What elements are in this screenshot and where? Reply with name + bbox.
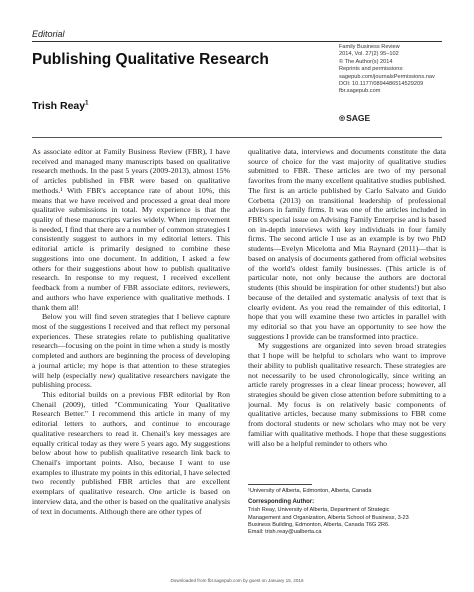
header-rule — [32, 41, 442, 42]
body-paragraph: This editorial builds on a previous FBR editorial by Ron Chenail (2009), titled "Communicating Your Qualitative Research Better." I recommend this article in many of my editorial letters to authors, and continue to encourage qualitative researchers to read it. Chenail's key messages are equally critical today as they were 5 years ago. My suggestions below about how to publish qualitative research link back to Chenail's important points. Also, because I want to use examples to illustrate my points in this editorial, I have selected two recently published FBR articles that are excellent exemplars of qualitative research. One article is based on interview data, and the other is based on the qualitative analysis of text in documents. Although there are other types of — [32, 389, 230, 516]
sage-logo-text: SAGE — [346, 113, 371, 123]
footnote-rule — [248, 484, 312, 485]
journal-name: Family Business Review — [339, 44, 400, 50]
author-affil-mark: 1 — [85, 100, 89, 107]
corresponding-email[interactable]: Email: trish.reay@ualberta.ca — [248, 529, 322, 536]
corresponding-line: Trish Reay, University of Alberta, Department of Strategic — [248, 507, 390, 514]
permissions-link[interactable]: sagepub.com/journalsPermissions.nav — [339, 73, 435, 80]
author-name-text: Trish Reay — [32, 100, 86, 112]
corresponding-line: Management and Organization, Alberta School of Business, 3-23 — [248, 514, 409, 521]
journal-volume: 2014, Vol. 27(2) 95–102 — [339, 51, 399, 58]
body-paragraph: Below you will find seven strategies that I believe capture most of the suggestions I received and that reflect my personal experiences. These strategies relate to publishing qualitative research—focusing on the point in time when a study is mostly completed and authors are beginning the process of developing a journal article; my hope is that attention to these strategies will help (especially new) qualitative researchers navigate the publishing process. — [32, 312, 230, 390]
journal-site-link[interactable]: fbr.sagepub.com — [339, 88, 381, 95]
right-column — [248, 147, 446, 477]
copyright-line: © The Author(s) 2014 — [339, 58, 393, 65]
article-title: Publishing Qualitative Research — [32, 51, 269, 68]
body-paragraph: qualitative data, interviews and documents constitute the data source of choice for the vast majority of qualitative studies submitted to FBR. These articles are two of my personal favorites from the many excellent qualitative studies published. The first is an article published by Carlo Salvato and Guido Corbetta (2013) on transitional leadership of professional advisors in family firms. It was one of the articles included in FBR's special issue on Advising Family Enterprise and is based on in-depth interviews with key individuals in four family firms. The second article I use as an example is by two PhD students—Evelyn Micelotta and Mia Raynard (2011)—that is based on analysis of documents gathered from official websites of the world's oldest family businesses. (This article is of particular note, not only because the authors are doctoral students (this should be inspiration for other students!) but also because of the detailed and systematic analysis of text that is clearly evident. As you read the remainder of this editorial, I hope that you will examine these two articles in parallel with my editorial so that you have an opportunity to see how the suggestions I provide can be transformed into practice. — [248, 147, 446, 341]
corresponding-author-title: Corresponding Author: — [248, 499, 315, 506]
sage-circle-icon: ◎ — [339, 115, 346, 122]
journal-meta — [339, 44, 435, 96]
doi-line[interactable]: DOI: 10.1177/0894486514529209 — [339, 81, 424, 88]
section-label: Editorial — [32, 29, 65, 39]
sage-logo — [339, 113, 370, 123]
reprints-line: Reprints and permissions: — [339, 66, 404, 73]
author-name — [32, 100, 88, 112]
download-footer: Downloaded from fbr.sagepub.com by guest on January 15, 2016 — [170, 578, 304, 583]
footnotes — [248, 484, 442, 536]
title-rule — [32, 137, 442, 138]
body-paragraph: My suggestions are organized into seven broad strategies that I hope will be helpful to scholars who want to improve their ability to publish qualitative research. These strategies are not necessarily to be used chronologically, since writing an article rarely progresses in a clear linear process; however, all strategies should be given close attention before submitting to a journal. My focus is on relatively basic components of qualitative articles, because many submissions to FBR come from doctoral students or new scholars who may not be very familiar with qualitative methods. I hope that these suggestions will also be a helpful reminder to others who — [248, 341, 446, 448]
corresponding-line: Business Building, Edmonton, Alberta, Canada T6G 2R6. — [248, 521, 390, 528]
affiliation-note: ¹University of Alberta, Edmonton, Alberta, Canada — [248, 488, 372, 494]
body-paragraph: As associate editor at Family Business Review (FBR), I have received and managed many manuscripts based on qualitative research methods. In the past 5 years (2009-2013), almost 15% of articles published in FBR were based on qualitative methods.¹ With FBR's acceptance rate of about 10%, this means that we have received and processed a great deal more qualitative submissions in total. My experience is that the quality of these manuscripts varies widely. When improvement is needed, I find that there are a number of common strategies I consistently suggest to authors in my editorial letters. This editorial article is primarily designed to combine these suggestions into one document. In addition, I asked a few others for their suggestions about how to publish qualitative research. In response to my request, I received excellent feedback from a number of FBR associate editors, reviewers, and authors who have experience with qualitative methods. I thank them all! — [32, 147, 230, 312]
left-column — [32, 147, 230, 516]
